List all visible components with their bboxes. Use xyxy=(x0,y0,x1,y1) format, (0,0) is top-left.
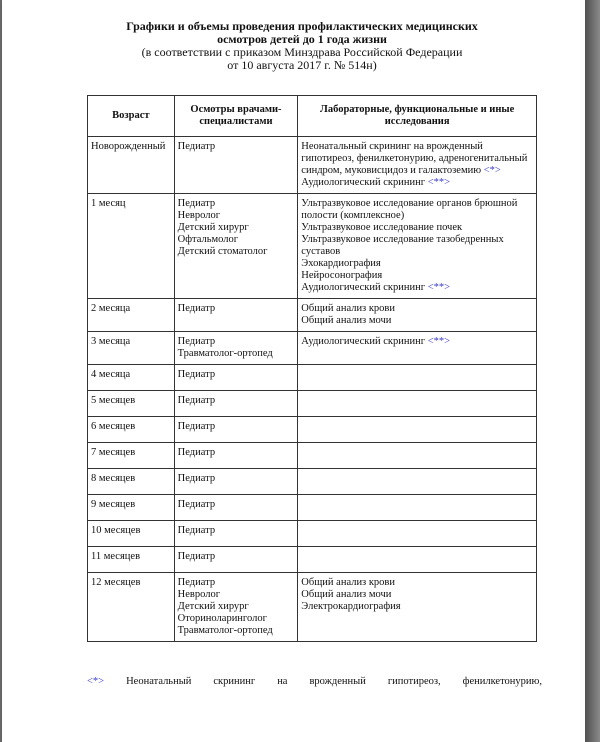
test-item-text: Общий анализ крови xyxy=(301,303,396,314)
viewer-edge xyxy=(585,0,600,742)
footnote-ref-link[interactable]: <*> xyxy=(87,676,105,687)
cell-doctors xyxy=(174,443,298,469)
cell-tests xyxy=(298,469,537,495)
table-row xyxy=(88,299,537,332)
table-row xyxy=(88,443,537,469)
header-tests: Лабораторные, функциональные и иные исследования xyxy=(298,96,537,137)
doctor-item: Детский хирург xyxy=(177,601,249,612)
cell-tests xyxy=(298,443,537,469)
table-header-row xyxy=(88,96,537,137)
doctor-item: Педиатр xyxy=(177,421,216,432)
doctor-item: Педиатр xyxy=(177,141,216,152)
test-item xyxy=(301,282,533,294)
cell-doctors xyxy=(174,521,298,547)
test-item xyxy=(301,270,533,282)
cell-doctors xyxy=(174,469,298,495)
test-item-text: Общий анализ мочи xyxy=(301,315,392,326)
cell-tests xyxy=(298,299,537,332)
doctor-item: Невролог xyxy=(177,589,221,600)
doctor-item: Педиатр xyxy=(177,369,216,380)
header-doctors: Осмотры врачами-специалистами xyxy=(174,96,298,137)
cell-doctors xyxy=(174,299,298,332)
test-item xyxy=(301,577,533,589)
test-item xyxy=(301,141,533,177)
cell-doctors xyxy=(174,332,298,365)
document-page xyxy=(2,0,585,742)
cell-tests xyxy=(298,391,537,417)
cell-tests xyxy=(298,547,537,573)
test-item xyxy=(301,315,533,327)
table-body xyxy=(88,137,537,642)
table-row xyxy=(88,391,537,417)
cell-age: 12 месяцев xyxy=(88,573,175,642)
test-item xyxy=(301,234,533,258)
test-item xyxy=(301,258,533,270)
table-row xyxy=(88,573,537,642)
table-row xyxy=(88,495,537,521)
footnote-ref-link[interactable]: <**> xyxy=(427,282,451,293)
test-item xyxy=(301,177,533,189)
doctor-item: Педиатр xyxy=(177,473,216,484)
doctor-item: Детский стоматолог xyxy=(177,246,268,257)
doctor-item: Педиатр xyxy=(177,447,216,458)
footnote-ref-link[interactable]: <**> xyxy=(427,177,451,188)
test-item-text: Неонатальный скрининг на врожденный гипотиреоз, фенилкетонурию, адреногенитальный синдром, муковисцидоз и галактоземию xyxy=(301,141,528,176)
cell-age: 10 месяцев xyxy=(88,521,175,547)
cell-age: 6 месяцев xyxy=(88,417,175,443)
cell-doctors xyxy=(174,365,298,391)
table-row xyxy=(88,469,537,495)
cell-tests xyxy=(298,573,537,642)
cell-doctors xyxy=(174,547,298,573)
cell-age: 9 месяцев xyxy=(88,495,175,521)
doctor-item: Педиатр xyxy=(177,577,216,588)
footnote-ref-link[interactable]: <**> xyxy=(427,336,451,347)
cell-tests xyxy=(298,495,537,521)
cell-age: 1 месяц xyxy=(88,194,175,299)
doctor-item: Оториноларинголог xyxy=(177,613,267,624)
test-item-text: Общий анализ мочи xyxy=(301,589,392,600)
test-item-text: Электрокардиография xyxy=(301,601,401,612)
doctor-item: Травматолог-ортопед xyxy=(177,625,273,636)
cell-doctors xyxy=(174,137,298,194)
exam-schedule-table xyxy=(87,95,537,642)
cell-doctors xyxy=(174,391,298,417)
cell-tests xyxy=(298,417,537,443)
header-age: Возраст xyxy=(88,96,175,137)
footnote xyxy=(87,676,542,687)
cell-age: Новорожденный xyxy=(88,137,175,194)
title-line-3: (в соответствии с приказом Минздрава Российской Федерации xyxy=(141,45,463,59)
cell-tests xyxy=(298,365,537,391)
table-row xyxy=(88,194,537,299)
title-line-2: осмотров детей до 1 года жизни xyxy=(217,32,387,46)
cell-age: 8 месяцев xyxy=(88,469,175,495)
doctor-item: Педиатр xyxy=(177,336,216,347)
cell-doctors xyxy=(174,495,298,521)
cell-age: 5 месяцев xyxy=(88,391,175,417)
table-row xyxy=(88,365,537,391)
cell-tests xyxy=(298,521,537,547)
doctor-item: Офтальмолог xyxy=(177,234,239,245)
doctor-item: Невролог xyxy=(177,210,221,221)
cell-age: 7 месяцев xyxy=(88,443,175,469)
doctor-item: Педиатр xyxy=(177,525,216,536)
table-row xyxy=(88,547,537,573)
cell-tests xyxy=(298,137,537,194)
table-row xyxy=(88,137,537,194)
footnote-text: Неонатальный скрининг на врожденный гипотиреоз, фенилкетонурию, xyxy=(104,676,542,687)
test-item xyxy=(301,303,533,315)
cell-tests xyxy=(298,332,537,365)
title-line-1: Графики и объемы проведения профилактических медицинских xyxy=(126,19,478,33)
test-item xyxy=(301,589,533,601)
cell-doctors xyxy=(174,194,298,299)
test-item-text: Общий анализ крови xyxy=(301,577,396,588)
doctor-item: Педиатр xyxy=(177,198,216,209)
doctor-item: Детский хирург xyxy=(177,222,249,233)
test-item-text: Эхокардиография xyxy=(301,258,381,269)
table-row xyxy=(88,417,537,443)
doctor-item: Травматолог-ортопед xyxy=(177,348,273,359)
table-row xyxy=(88,332,537,365)
table-row xyxy=(88,521,537,547)
title-line-4: от 10 августа 2017 г. № 514н) xyxy=(227,58,377,72)
doctor-item: Педиатр xyxy=(177,303,216,314)
doctor-item: Педиатр xyxy=(177,499,216,510)
cell-age: 2 месяца xyxy=(88,299,175,332)
test-item-text: Аудиологический скрининг xyxy=(301,282,428,293)
footnote-ref-link[interactable]: <*> xyxy=(483,165,501,176)
cell-doctors xyxy=(174,417,298,443)
doctor-item: Педиатр xyxy=(177,395,216,406)
test-item xyxy=(301,601,533,613)
test-item-text: Ультразвуковое исследование тазобедренных суставов xyxy=(301,234,504,257)
test-item xyxy=(301,336,533,348)
test-item xyxy=(301,198,533,222)
cell-age: 3 месяца xyxy=(88,332,175,365)
doctor-item: Педиатр xyxy=(177,551,216,562)
document-title xyxy=(42,20,562,72)
cell-doctors xyxy=(174,573,298,642)
test-item xyxy=(301,222,533,234)
test-item-text: Ультразвуковое исследование органов брюшной полости (комплексное) xyxy=(301,198,518,221)
test-item-text: Ультразвуковое исследование почек xyxy=(301,222,463,233)
cell-tests xyxy=(298,194,537,299)
cell-age: 4 месяца xyxy=(88,365,175,391)
test-item-text: Нейросонография xyxy=(301,270,383,281)
test-item-text: Аудиологический скрининг xyxy=(301,177,428,188)
test-item-text: Аудиологический скрининг xyxy=(301,336,428,347)
cell-age: 11 месяцев xyxy=(88,547,175,573)
